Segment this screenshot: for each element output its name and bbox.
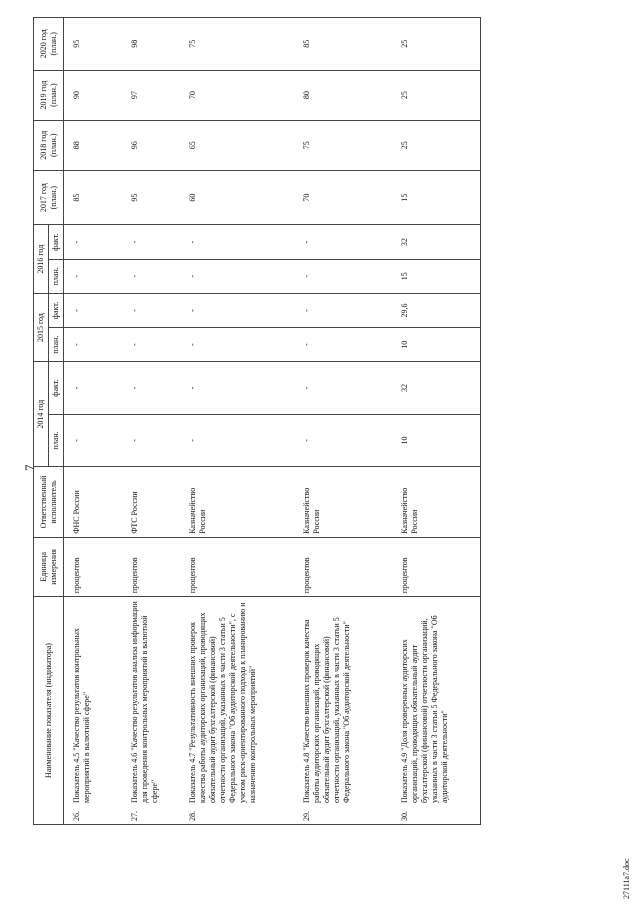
unit-cell: процентов: [64, 537, 123, 596]
value-cell: 75: [180, 18, 294, 71]
value-cell: 75: [294, 120, 392, 170]
value-cell: -: [64, 225, 123, 259]
value-cell: 10: [392, 414, 481, 466]
value-cell: 15: [392, 170, 481, 225]
header-2017: 2017 год (план.): [34, 170, 64, 225]
responsible-cell: Казначейство России: [294, 467, 392, 538]
value-cell: -: [294, 225, 392, 259]
page-number: 7: [22, 464, 37, 471]
responsible-cell: ФТС России: [122, 467, 180, 538]
header-2015: 2015 год: [34, 293, 49, 361]
value-cell: 29,6: [392, 293, 481, 327]
value-cell: -: [64, 362, 123, 414]
header-2016: 2016 год: [34, 225, 49, 293]
value-cell: -: [180, 225, 294, 259]
value-cell: -: [122, 362, 180, 414]
value-cell: 95: [64, 18, 123, 71]
table-row: [180, 18, 294, 825]
indicator-name: Показатель 4.9 "Доля проверенных аудиторских организаций, проводящих обязательный аудит бухгалтерской (финансовой) отчетности организаций, указанных в части 3 статьи 5 Федерального закона "Об аудиторской деятельности": [400, 615, 449, 803]
value-cell: 90: [64, 70, 123, 120]
header-2019: 2019 год (план.): [34, 70, 64, 120]
value-cell: 32: [392, 362, 481, 414]
value-cell: -: [294, 328, 392, 362]
value-cell: -: [122, 225, 180, 259]
header-name: Наименование показателя (индикатора): [34, 597, 64, 825]
value-cell: -: [180, 414, 294, 466]
table-row: [392, 18, 481, 825]
unit-cell: процентов: [122, 537, 180, 596]
indicator-name: Показатель 4.8 "Качество внешних проверок качества работы аудиторских организаций, проводящих обязательный аудит бухгалтерской (финансовой) отчетности организаций, указанных в части 3 статьи 5 Федерального закона "Об аудиторской деятельности": [302, 617, 351, 803]
header-plan: план.: [49, 414, 64, 466]
indicator-cell: [392, 597, 481, 825]
value-cell: 25: [392, 18, 481, 71]
header-plan: план.: [49, 259, 64, 293]
value-cell: -: [180, 362, 294, 414]
unit-cell: процентов: [294, 537, 392, 596]
value-cell: 70: [294, 170, 392, 225]
value-cell: 85: [64, 170, 123, 225]
value-cell: -: [122, 414, 180, 466]
table-row: [294, 18, 392, 825]
value-cell: 96: [122, 120, 180, 170]
value-cell: 32: [392, 225, 481, 259]
value-cell: 10: [392, 328, 481, 362]
indicator-name: Показатель 4.6 "Качество результатов анализа информации для проведения контрольных мероприятий в валютной сфере": [130, 601, 159, 803]
value-cell: -: [64, 259, 123, 293]
value-cell: 25: [392, 70, 481, 120]
indicator-cell: [180, 597, 294, 825]
value-cell: -: [294, 293, 392, 327]
value-cell: -: [180, 328, 294, 362]
header-unit: Единица измерения: [34, 537, 64, 596]
value-cell: -: [294, 414, 392, 466]
row-number: 27.: [130, 811, 139, 821]
unit-cell: процентов: [392, 537, 481, 596]
value-cell: 88: [64, 120, 123, 170]
value-cell: -: [294, 259, 392, 293]
responsible-cell: Казначейство России: [180, 467, 294, 538]
row-number: 28.: [188, 811, 197, 821]
value-cell: -: [64, 328, 123, 362]
value-cell: -: [64, 414, 123, 466]
value-cell: -: [122, 259, 180, 293]
value-cell: 15: [392, 259, 481, 293]
value-cell: 80: [294, 70, 392, 120]
value-cell: 95: [122, 170, 180, 225]
value-cell: 97: [122, 70, 180, 120]
table-row: [64, 18, 123, 825]
value-cell: 60: [180, 170, 294, 225]
value-cell: 65: [180, 120, 294, 170]
value-cell: 25: [392, 120, 481, 170]
row-number: 30.: [400, 811, 409, 821]
header-fact: факт.: [49, 293, 64, 327]
header-fact: факт.: [49, 225, 64, 259]
value-cell: -: [180, 259, 294, 293]
indicator-cell: [64, 597, 123, 825]
indicators-table: [33, 17, 481, 825]
value-cell: -: [64, 293, 123, 327]
indicator-name: Показатель 4.7 "Результативность внешних проверок качества работы аудиторских организаций, проводящих обязательный аудит бухгалтерской (финансовой) отчетности организаций, указанных в части 3 статьи 5 Федерального закона "Об аудиторской деятельности", с учетом риск-ориентированного подхода к планированию и назначению контрольных мероприятий": [188, 602, 257, 803]
value-cell: -: [122, 328, 180, 362]
value-cell: 98: [122, 18, 180, 71]
responsible-cell: Казначейство России: [392, 467, 481, 538]
value-cell: 70: [180, 70, 294, 120]
responsible-cell: ФНС России: [64, 467, 123, 538]
header-responsible: Ответственный исполнитель: [34, 467, 64, 538]
footer-filename: 27111a7.doc: [622, 858, 631, 899]
header-row-1: [34, 18, 49, 825]
header-2014: 2014 год: [34, 362, 49, 467]
value-cell: -: [294, 362, 392, 414]
indicator-cell: [122, 597, 180, 825]
header-plan: план.: [49, 328, 64, 362]
value-cell: -: [122, 293, 180, 327]
value-cell: 85: [294, 18, 392, 71]
row-number: 26.: [72, 811, 81, 821]
header-fact: факт.: [49, 362, 64, 414]
indicator-name: Показатель 4.5 "Качество результатов контрольных мероприятий в валютной сфере": [72, 628, 91, 803]
header-2020: 2020 год (план.): [34, 18, 64, 71]
indicator-cell: [294, 597, 392, 825]
row-number: 29.: [302, 811, 311, 821]
table-row: [122, 18, 180, 825]
header-2018: 2018 год (план.): [34, 120, 64, 170]
value-cell: -: [180, 293, 294, 327]
unit-cell: процентов: [180, 537, 294, 596]
